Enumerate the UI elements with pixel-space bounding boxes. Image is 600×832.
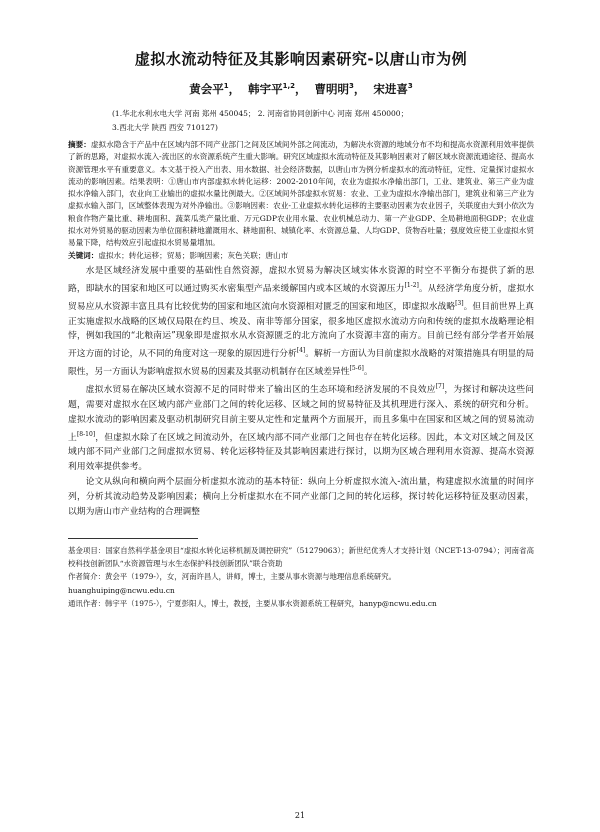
corresponding-footnote [68,597,534,610]
citation-mark: [5-6] [349,365,364,373]
paper-page [0,48,600,832]
abstract-text: 虚拟水隐含于产品中在区域内部不同产业部门之间及区域间外部之间流动，为解决水资源的地域分布不均和提高水资源利用效率提供了新的思路，对虚拟水流入-流出区的水资源系统产生重大影响。研究区域虚拟水流动特征及其影响因素对了解区域水资源流通途径、提高水资源管理水平有重要意义。本文基于投入产出表、用水数据、社会经济数据，以唐山市为例分析虚拟水的流动特征，定性、定量探讨虚拟水流动的影响因素。结果表明：①唐山市内部虚拟水转化运移：2002-2010年间，农业为虚拟水净输出部门，工业、建筑业、第三产业为虚拟水净输入部门，农业向工业输出的虚拟水量比例最大。②区域间外部虚拟水贸易：农业、工业为虚拟水净输出部门，建筑业和第三产业为虚拟水输入部门，区域整体表现为对外净输出。③影响因素：农业-工业虚拟水转化运移的主要驱动因素为农业因子，关联度由大到小依次为粮食作物产量比重、耕地面积、蔬菜瓜类产量比重、万元GDP农业用水量、农业机械总动力、第一产业GDP、全局耕地面积GDP；农业虚拟水对外贸易的驱动因素为单位面积耕地灌溉用水、耕地面积、城镇化率、水资源总量、人均GDP、货物吞吐量；强度效应使工业虚拟水贸易量下降，结构效应引起虚拟水贸易量增加。 [68,140,534,248]
affiliations [68,107,534,135]
author-affil-mark: 1 [223,82,229,91]
author-footnote [68,570,534,583]
author-name: 黄会平 [189,82,224,96]
corresponding-label: 通讯作者： [68,598,105,608]
keywords-text: 虚拟水；转化运移；贸易；影响因素；灰色关联；唐山市 [98,250,289,260]
author-name: 宋进喜 [373,82,408,96]
citation-mark: [4] [296,347,306,355]
author-bio-text: 黄会平（1979-），女，河南许昌人，讲师，博士，主要从事水资源与地理信息系统研究。 [104,572,397,582]
author-email: huanghuiping@ncwu.edu.cn [68,585,175,595]
citation-mark: [7] [435,383,445,390]
body-paragraph: 虚拟水贸易在解决区域水资源不足的同时带来了输出区的生态环境和经济发展的不良效应[7]，为探讨和解决这些问题，需要对虚拟水在区域内部产业部门之间的转化运移、区域之间的贸易特征及其机理进行深入、系统的研究和分析。虚拟水流动的影响因素及驱动机制研究目前主要从定性和定量两个方面展开，而且多集中在国家和区域之间的贸易流动上[8-10]，但虚拟水除了在区域之间流动外，在区域内部不同产业部门之间也存在转化运移。因此，本文对区域之间及区域内部不同产业部门之间虚拟水贸易、转化运移特征及其影响因素进行探讨，以期为区域合理利用水资源、提高水资源利用效率提供参考。 [68,383,534,473]
body-paragraph: 论文从纵向和横向两个层面分析虚拟水流动的基本特征：纵向上分析虚拟水流入-流出量，构建虚拟水流量的时间序列，分析其流动趋势及影响因素；横向上分析虚拟水在不同产业部门之间的转化运移，探讨转化运移特征及驱动因素，以期为唐山市产业结构的合理调整 [68,477,534,518]
author-affil-mark: 1,2 [282,82,295,91]
funding-text: 国家自然科学基金项目“虚拟水转化运移机制及调控研究”（51279063）；新世纪优秀人才支持计划（NCET-13-0794）；河南省高校科技创新团队“水资源管理与水生态保护科技创新团队”联合资助 [68,546,534,569]
keywords-label: 关键词： [68,250,99,260]
author-affil-mark: 3 [407,82,413,91]
funding-label: 基金项目： [68,546,106,555]
abstract [68,139,534,250]
footnotes [68,544,534,610]
author-bio-label: 作者简介： [68,572,105,582]
author-list: 黄会平$^1$， 韩宇平$^{1,2}$， 曹明明$^3$， 宋进喜$^3$ [189,82,413,96]
keywords [68,250,534,262]
author-affil-mark: 3 [349,82,354,91]
paper-title: 虚拟水流动特征及其影响因素研究-以唐山市为例 [134,50,468,68]
body-text [68,264,534,520]
body-paragraph: 水是区域经济发展中重要的基础性自然资源，虚拟水贸易为解决区域实体水资源的时空不平衡分布提供了新的思路，即缺水的国家和地区可以通过购买水密集型产品来缓解国内或本区域的水资源压力[1-2]。从经济学角度分析，虚拟水贸易应从水资源丰富且具有比较优势的国家和地区流向水资源相对匮乏的国家和地区，即虚拟水战略[3]。但目前世界上真正实施虚拟水战略的区域仅局限在约旦、埃及、南非等部分国家，很多地区虚拟水流动方向和传统的虚拟水战略理论相悖，例如我国的“北粮南运”现象即是虚拟水从水资源匮乏的北方流向了水资源丰富的南方。目前已经有部分学者开始展开这方面的讨论，从不同的角度对这一现象的原因进行分析[4]。解析一方面认为目前虚拟水战略的对策措施具有明显的局限性，另一方面认为影响虚拟水贸易的因素及其驱动机制存在区域差异性[5-6]。 [68,265,534,378]
author-name: 韩宇平 [248,82,283,96]
citation-mark: [8-10] [76,430,96,438]
footnote-divider [68,538,198,539]
corresponding-text: 韩宇平（1975-），宁夏彭阳人，博士，教授，主要从事水资源系统工程研究，hanyp@ncwu.edu.cn [104,598,437,608]
page-number: 21 [294,811,306,820]
author-name: 曹明明 [314,82,350,96]
funding-footnote [68,544,534,570]
citation-mark: [3] [455,299,464,307]
abstract-label: 摘要： [68,140,91,149]
citation-mark: [1-2] [404,281,419,289]
affiliation-line: (1.华北水利水电大学 河南 郑州 450045； 2. 河南省协同创新中心 河南 郑州 450000； [112,109,409,118]
affiliation-line: 3.西北大学 陕西 西安 710127) [112,123,218,132]
